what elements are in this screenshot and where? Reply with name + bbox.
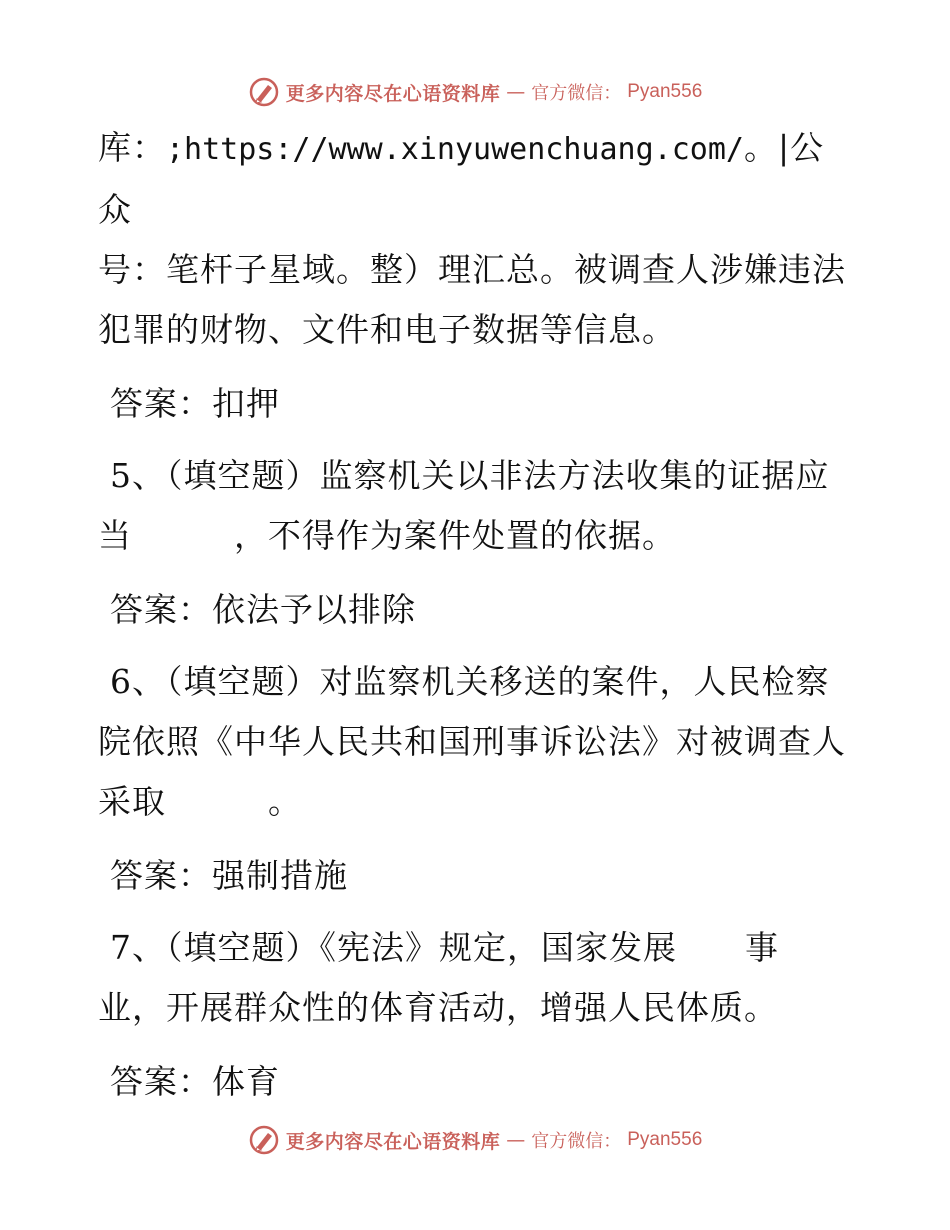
intro-line1-prefix: 库：	[98, 128, 166, 167]
question-6-line1: 6、（填空题）对监察机关移送的案件，人民检察	[110, 662, 830, 701]
answer-6: 答案：强制措施	[110, 856, 348, 895]
answer-4: 答案：扣押	[110, 384, 280, 423]
intro-line1-suffix: 。|公众	[98, 128, 825, 229]
footer-banner	[0, 1120, 950, 1160]
intro-line3: 犯罪的财物、文件和电子数据等信息。	[98, 310, 676, 349]
footer-wechat-label: 官方微信：	[531, 1131, 622, 1152]
footer-dash: —	[506, 1129, 526, 1151]
banner-dash: —	[506, 81, 526, 103]
pen-circle-logo-icon	[248, 76, 280, 108]
answer-7: 答案：体育	[110, 1062, 280, 1101]
question-6-line3-start: 采取	[98, 782, 166, 821]
question-7-line2: 业，开展群众性的体育活动，增强人民体质。	[98, 988, 778, 1027]
intro-url-text: ;https://www.xinyuwenchuang.com/	[166, 132, 744, 167]
answer-5: 答案：依法予以排除	[110, 590, 416, 629]
footer-brand-text: 更多内容尽在心语资料库	[285, 1130, 501, 1153]
banner-brand-text: 更多内容尽在心语资料库	[285, 82, 501, 105]
question-5	[98, 446, 858, 566]
question-5-line2-end: ，不得作为案件处置的依据。	[234, 516, 676, 555]
question-5-line2-start: 当	[98, 516, 132, 555]
header-banner	[0, 72, 950, 112]
banner-wechat-label: 官方微信：	[531, 83, 622, 104]
footer-wechat-id: Pyan556	[627, 1129, 703, 1150]
question-7-line1-end: 事	[745, 928, 779, 967]
question-5-line1: 5、（填空题）监察机关以非法方法收集的证据应	[110, 456, 830, 495]
question-7	[98, 918, 858, 1038]
question-7-line1-start: 7、（填空题）《宪法》规定，国家发展	[110, 928, 677, 967]
question-6-line2: 院依照《中华人民共和国刑事诉讼法》对被调查人	[98, 722, 846, 761]
pen-circle-logo-icon	[248, 1124, 280, 1156]
document-body	[98, 118, 858, 1124]
intro-line2: 号：笔杆子星域。整）理汇总。被调查人涉嫌违法	[98, 250, 846, 289]
banner-wechat-id: Pyan556	[627, 81, 703, 102]
question-6-line3-end: 。	[268, 782, 302, 821]
intro-paragraph	[98, 118, 858, 360]
question-6	[98, 652, 858, 832]
